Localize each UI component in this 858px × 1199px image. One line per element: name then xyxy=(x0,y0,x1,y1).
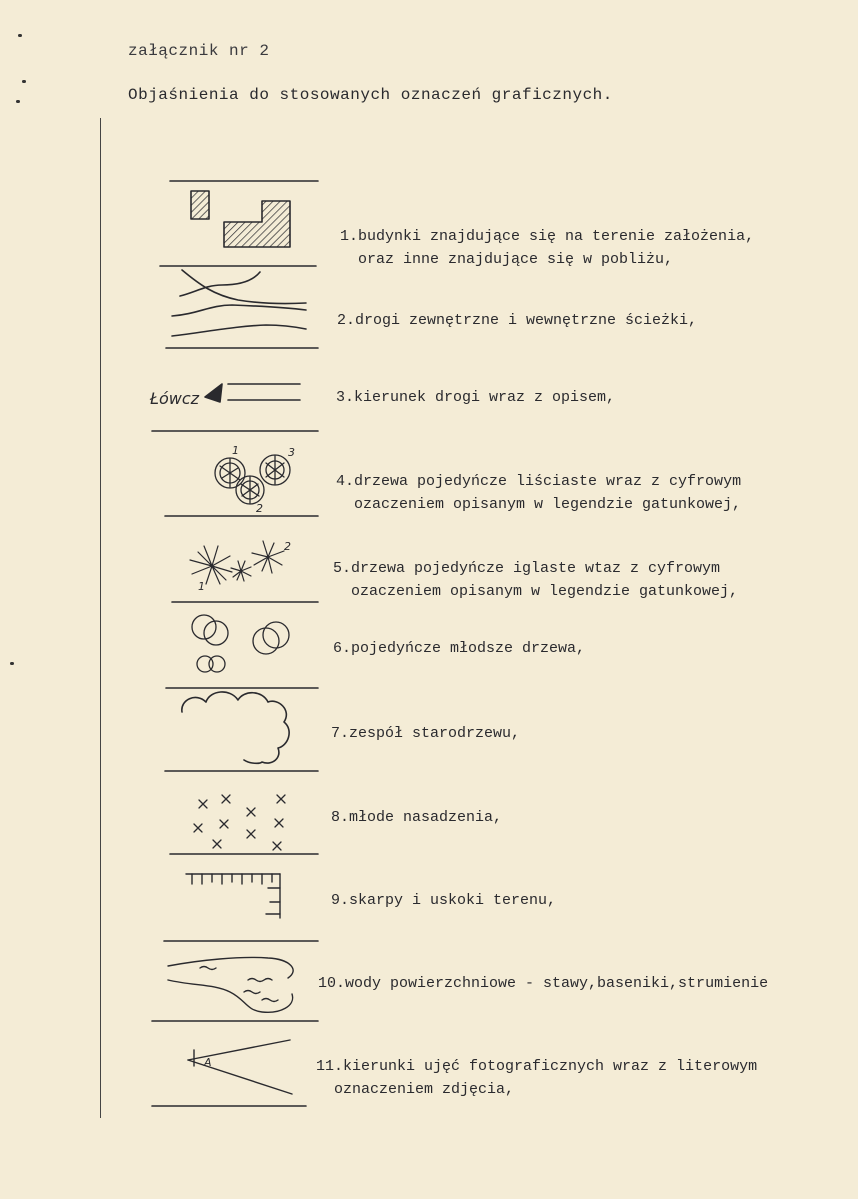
road-direction-label: Łówcz xyxy=(150,389,200,408)
legend-item-buildings xyxy=(340,225,754,271)
symbol-separators xyxy=(152,181,318,1106)
legend-item-line: 3.kierunek drogi wraz z opisem, xyxy=(336,389,616,406)
annex-label: załącznik nr 2 xyxy=(128,42,270,60)
legend-item-line: ozaczeniem opisanym w legendzie gatunkowej, xyxy=(351,583,739,600)
legend-item-line: 7.zespół starodrzewu, xyxy=(331,725,521,742)
conifer-number-1: 1 xyxy=(198,580,205,593)
legend-item-line: 4.drzewa pojedyńcze liściaste wraz z cyfrowym xyxy=(336,473,742,490)
legend-item-deciduous-trees xyxy=(336,470,741,516)
deciduous-trees-symbol xyxy=(215,455,290,504)
legend-item-surface-water xyxy=(318,972,768,995)
road-direction-symbol xyxy=(205,384,300,402)
legend-item-line: oznaczeniem zdjęcia, xyxy=(334,1081,515,1098)
legend-item-line: 10.wody powierzchniowe - stawy,baseniki,strumienie xyxy=(318,975,769,992)
legend-item-line: 11.kierunki ujęć fotograficznych wraz z literowym xyxy=(316,1058,758,1075)
photo-letter: A xyxy=(204,1056,212,1069)
roads-symbol xyxy=(172,270,306,336)
young-plantings-symbol xyxy=(194,795,285,850)
legend-item-line: 6.pojedyńcze młodsze drzewa, xyxy=(333,640,586,657)
legend-item-old-trees xyxy=(331,722,520,745)
legend-item-line: ozaczeniem opisanym w legendzie gatunkowej, xyxy=(354,496,742,513)
legend-item-photo-directions xyxy=(316,1055,757,1101)
conifer-number-2: 2 xyxy=(284,540,291,553)
legend-item-young-trees xyxy=(333,637,585,660)
legend-item-road-direction xyxy=(336,386,615,409)
legend-item-line: 5.drzewa pojedyńcze iglaste wtaz z cyfrowym xyxy=(333,560,721,577)
deciduous-number-3: 3 xyxy=(288,446,295,459)
page-title: Objaśnienia do stosowanych oznaczeń graficznych. xyxy=(128,86,613,104)
legend-item-line: oraz inne znajdujące się w pobliżu, xyxy=(358,251,674,268)
legend-item-line: 9.skarpy i uskoki terenu, xyxy=(331,892,557,909)
legend-item-young-plantings xyxy=(331,806,502,829)
young-trees-symbol xyxy=(192,615,289,672)
legend-item-roads xyxy=(337,309,697,332)
deciduous-number-2: 2 xyxy=(256,502,263,515)
deciduous-number-1: 1 xyxy=(232,444,239,457)
legend-item-slopes xyxy=(331,889,556,912)
slopes-symbol xyxy=(186,874,280,918)
buildings-symbol xyxy=(191,191,290,247)
legend-item-line: 1.budynki znajdujące się na terenie założenia, xyxy=(340,228,755,245)
conifer-trees-symbol xyxy=(190,541,284,584)
surface-water-symbol xyxy=(168,957,293,1012)
legend-item-line: 8.młode nasadzenia, xyxy=(331,809,503,826)
legend-item-line: 2.drogi zewnętrzne i wewnętrzne ścieżki, xyxy=(337,312,698,329)
legend-item-conifer-trees xyxy=(333,557,738,603)
old-trees-symbol xyxy=(182,692,289,763)
